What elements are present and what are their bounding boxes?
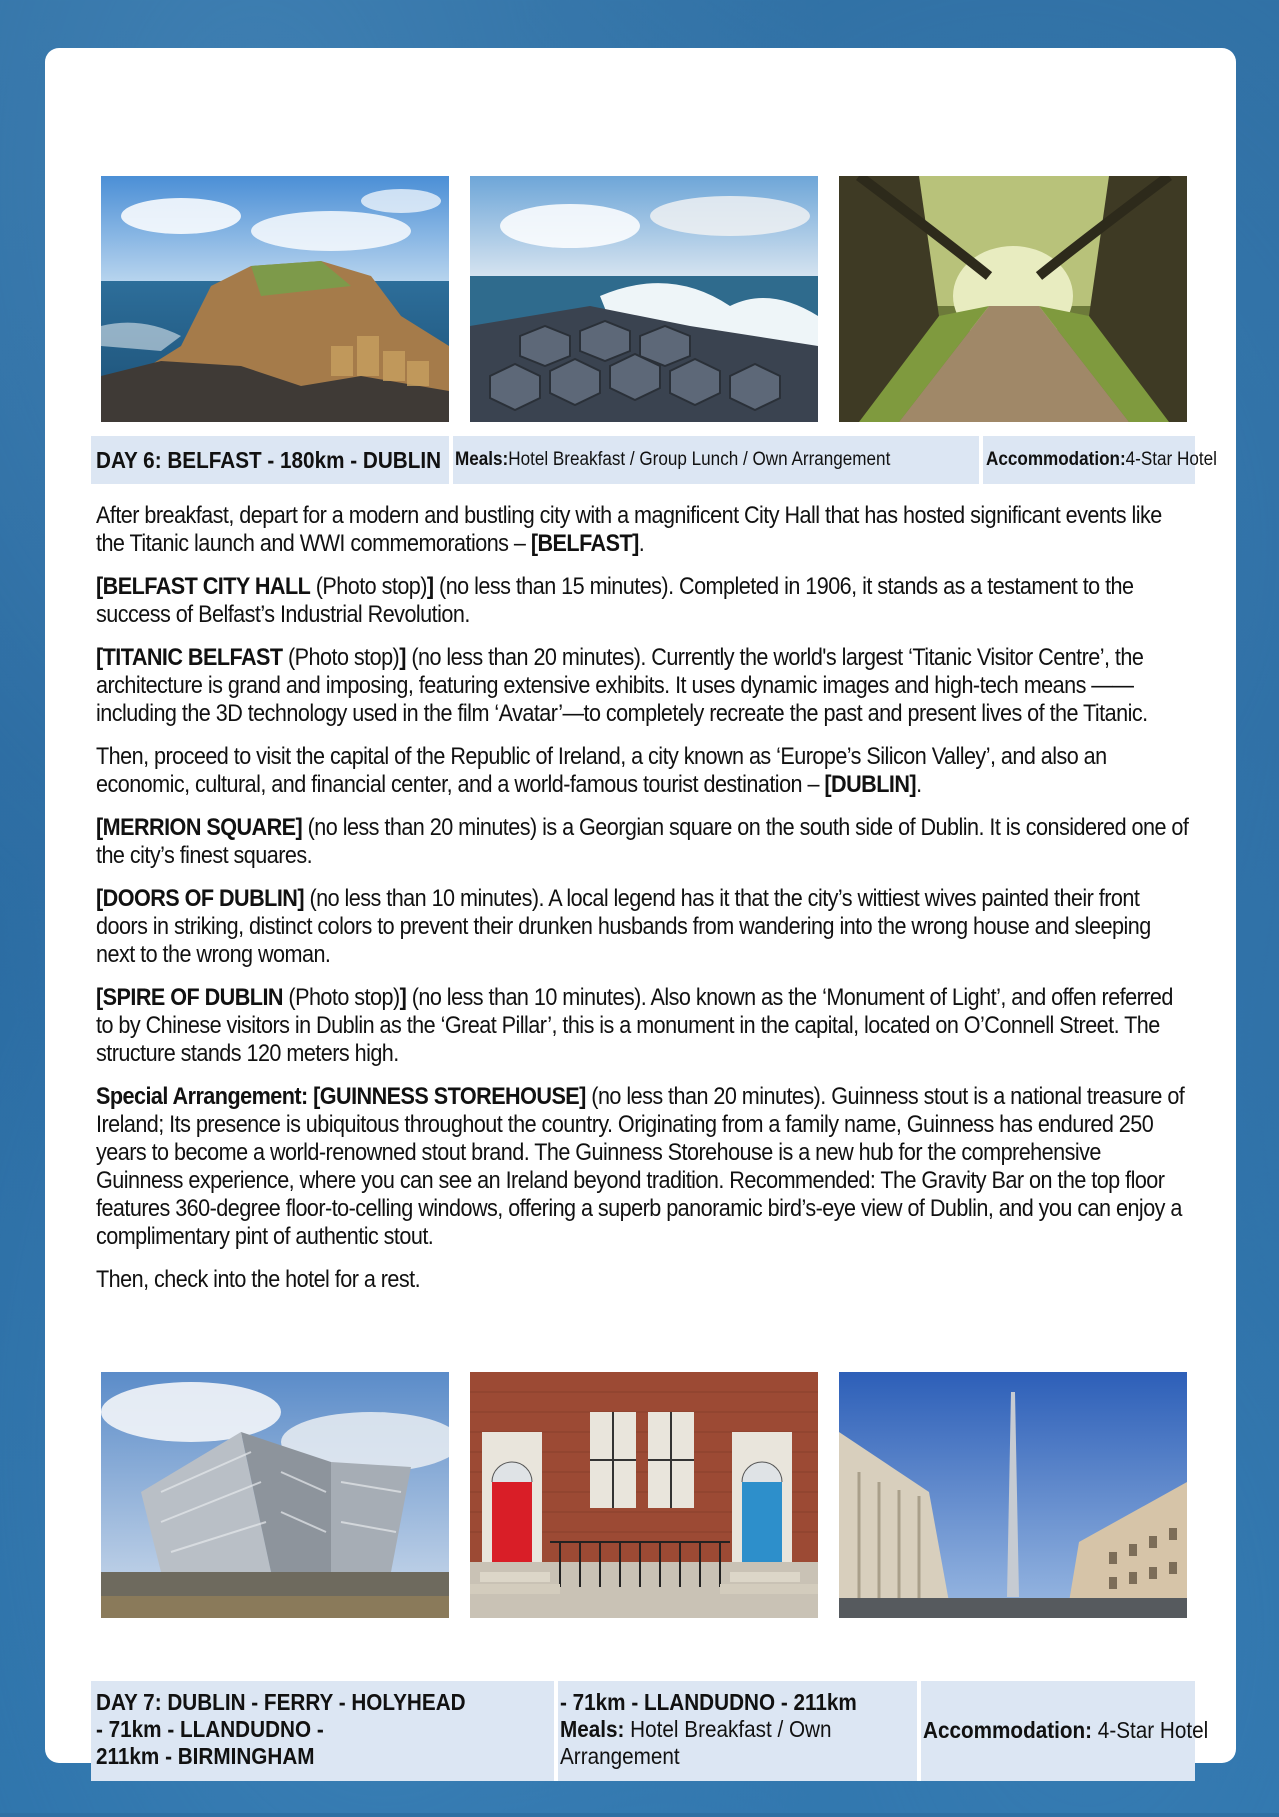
day6-meals <box>455 436 890 484</box>
doors-of-dublin-photo <box>470 1372 818 1618</box>
paragraph-guinness: Special Arrangement: [GUINNESS STOREHOUSE] (no less than 20 minutes). Guinness stout is a national treasure of Ireland; Its presence is ubiquitous throughout the country. Originating from a family name, Guinness has endured 250 years to become a world-renowned stout brand. The Guinness Storehouse is a new hub for the comprehensive Guinness experience, where you can see an Ireland beyond tradition. Recommended: The Gravity Bar on the top floor features 360-degree floor-to-celling windows, offering a superb panoramic bird’s-eye view of Dublin, and you can enjoy a complimentary pint of authentic stout. <box>96 1083 1185 1250</box>
giants-causeway-photo <box>101 176 449 422</box>
divider <box>449 436 453 484</box>
day7-title <box>96 1689 466 1789</box>
day6-description <box>96 502 1192 1309</box>
basalt-columns-photo <box>470 176 818 422</box>
day7-title-line1: DAY 7: DUBLIN - FERRY - HOLYHEAD <box>96 1689 466 1715</box>
paragraph-spire: [SPIRE OF DUBLIN (Photo stop)] (no less than 10 minutes). Also known as the ‘Monument of Light’, and offen referred to by Chinese visitors in Dublin as the ‘Great Pillar’, this is a monument in the capital, located on O’Connell Street. The structure stands 120 meters high. <box>96 984 1173 1067</box>
divider <box>917 1681 921 1781</box>
day7-route-tail: - 71km - LLANDUDNO - 211km <box>560 1689 857 1715</box>
accommodation-value: 4-Star Hotel <box>1092 1717 1209 1743</box>
day6-title: DAY 6: BELFAST - 180km - DUBLIN <box>96 446 442 473</box>
itinerary-card <box>45 48 1236 1769</box>
paragraph-hotel: Then, check into the hotel for a rest. <box>96 1266 421 1293</box>
paragraph-merrion: [MERRION SQUARE] (no less than 20 minutes) is a Georgian square on the south side of Dublin. It is considered one of the city’s finest squares. <box>96 814 1189 869</box>
day7-accommodation <box>923 1717 1208 1817</box>
photo-row-day6 <box>101 176 1183 422</box>
accommodation-label: Accommodation: <box>986 449 1126 470</box>
divider <box>979 436 983 484</box>
paragraph-dublin: Then, proceed to visit the capital of the Republic of Ireland, a city known as ‘Europe’s Silicon Valley’, and also an economic, cultural, and financial center, and a world-famous tourist destination – [DUBLIN]. <box>96 743 1107 798</box>
meals-value: Hotel Breakfast / Own <box>624 1716 832 1742</box>
day7-title-line2: - 71km - LLANDUDNO - <box>96 1716 324 1742</box>
day7-meals-line2: Arrangement <box>560 1743 680 1769</box>
meals-value: Hotel Breakfast / Group Lunch / Own Arrangement <box>508 449 891 470</box>
divider <box>554 1681 558 1781</box>
accommodation-label: Accommodation: <box>923 1717 1093 1743</box>
day7-header-bar <box>91 1681 1209 1781</box>
day7-meals <box>560 1689 857 1789</box>
accommodation-value: 4-Star Hotel <box>1125 449 1217 470</box>
meals-label: Meals: <box>455 449 509 470</box>
day7-meals-line1 <box>560 1716 857 1743</box>
day7-title-line3: 211km - BIRMINGHAM <box>96 1743 315 1769</box>
paragraph-city-hall: [BELFAST CITY HALL (Photo stop)] (no less than 15 minutes). Completed in 1906, it stands as a testament to the success of Belfast’s Industrial Revolution. <box>96 573 1134 628</box>
paragraph-belfast-intro: After breakfast, depart for a modern and bustling city with a magnificent City Hall that has hosted significant events like the Titanic launch and WWI commemorations – [BELFAST]. <box>96 502 1162 557</box>
titanic-belfast-photo <box>101 1372 449 1618</box>
day6-header-bar <box>91 436 1217 484</box>
day6-accommodation <box>986 436 1217 484</box>
dark-hedges-photo <box>839 176 1187 422</box>
meals-label: Meals: <box>560 1716 625 1742</box>
spire-of-dublin-photo <box>839 1372 1187 1618</box>
paragraph-doors: [DOORS OF DUBLIN] (no less than 10 minutes). A local legend has it that the city’s wittiest wives painted their front doors in striking, distinct colors to prevent their drunken husbands from wandering into the wrong house and sleeping next to the wrong woman. <box>96 885 1151 968</box>
photo-row-day7 <box>101 1372 1183 1618</box>
paragraph-titanic: [TITANIC BELFAST (Photo stop)] (no less than 20 minutes). Currently the world's largest ‘Titanic Visitor Centre’, the architecture is grand and imposing, featuring extensive exhibits. It uses dynamic images and high-tech means —— including the 3D technology used in the film ‘Avatar’—to completely recreate the past and present lives of the Titanic. <box>96 644 1148 727</box>
